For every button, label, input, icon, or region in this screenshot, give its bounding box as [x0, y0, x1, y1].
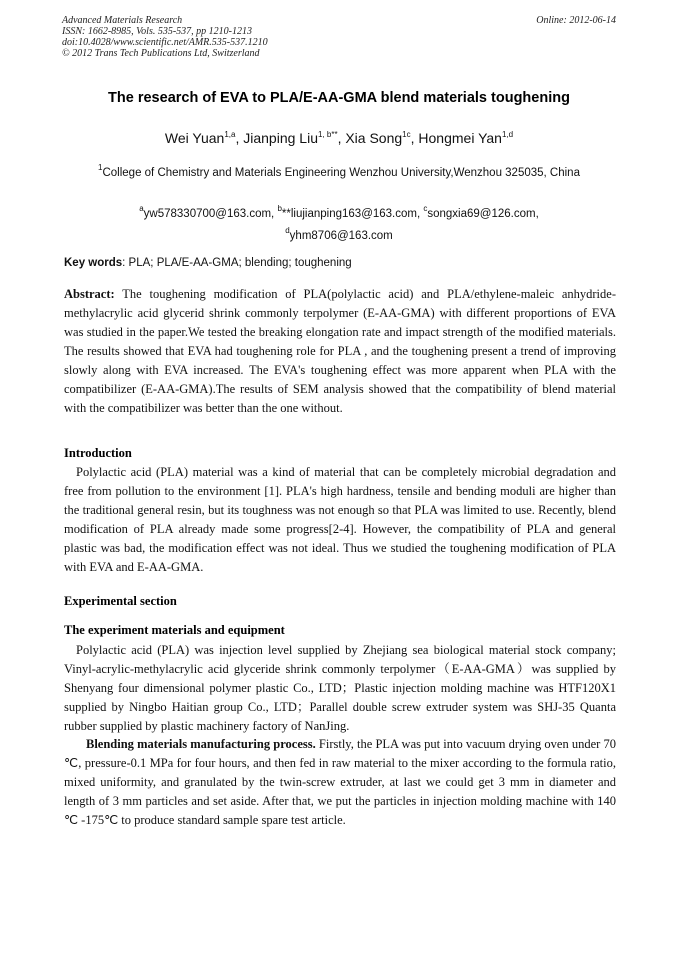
process-text: Firstly, the PLA was put into vacuum drying oven under 70 ℃, pressure-0.1 MPa for four hours, and then fed in raw material to the mixer according to the formula ratio, mixed uniformity, and granulated by the twin-screw extruder, at last we could get 3 mm in diameter and length of 3 mm particles and set aside. After that, we put the particles in injection molding machine with 140 ℃ -175℃ to produce standard sample spare test article. [64, 737, 616, 827]
author-superscript: 1,d [501, 130, 514, 139]
materials-subheading: The experiment materials and equipment [64, 623, 285, 637]
keywords [64, 257, 616, 269]
affiliation-text: College of Chemistry and Materials Engineering Wenzhou University,Wenzhou 325035, China [102, 167, 580, 179]
process-label: Blending materials manufacturing process. [86, 737, 316, 751]
author-name: Hongmei Yan [418, 130, 502, 146]
online-date: Online: 2012-06-14 [536, 15, 616, 26]
author-superscript: 1,a [224, 130, 236, 139]
introduction-heading: Introduction [64, 446, 132, 460]
email-superscript: c [423, 204, 428, 213]
email-a: yw578330700@163.com, [143, 208, 278, 220]
abstract-text: The toughening modification of PLA(polylactic acid) and PLA/ethylene-maleic anhydride-methylacrylic acid glycerid shrink commonly terpolymer (E-AA-GMA) with different proportions of EVA was studied in the paper.We tested the breaking elongation rate and impact strength of the modified materials. The results showed that EVA had toughening role for PLA , and the toughening present a trend of improving slowly along with EVA increased. The EVA's toughening effect was more apparent when PLA with the compatibilizer (E-AA-GMA).The results of SEM analysis showed that the compatibility of blend material with the compatibilizer was better than the one without. [64, 287, 616, 415]
author-superscript: 1, b** [317, 130, 338, 139]
author-superscript: 1c [402, 130, 411, 139]
author-name: Jianping Liu [243, 130, 318, 146]
email-list [0, 203, 678, 247]
email-d: yhm8706@163.com [289, 230, 393, 242]
keywords-label: Key words [64, 257, 123, 269]
email-c: songxia69@126.com, [427, 208, 539, 220]
email-b: **liujianping163@163.com, [281, 208, 424, 220]
email-superscript: b [277, 204, 282, 213]
email-superscript: a [139, 204, 144, 213]
keywords-text: : PLA; PLA/E-AA-GMA; blending; toughening [122, 257, 352, 269]
author-list: Wei Yuan$^{1,a}$, Jianping Liu$^{1, b**}$, Xia Song$^{1c}$, Hongmei Yan$^{1,d}$ [164, 130, 514, 146]
abstract [64, 285, 616, 418]
introduction-paragraph: Polylactic acid (PLA) material was a kind of material that can be completely microbial degradation and free from pollution to the environment [1]. PLA's high hardness, tensile and bending moduli are higher than the traditional general resin, but its toughness was not enough so that PLA was limited to use. Recently, blend modification of PLA already made some progress[2-4]. However, the compatibility of PLA and general plastic was bad, the modification effect was not ideal. Thus we studied the toughening modification of PLA with EVA and E-AA-GMA. [64, 465, 616, 574]
affiliation [0, 163, 678, 179]
author-name: Wei Yuan [164, 130, 225, 146]
process-paragraph [64, 735, 616, 830]
issn-line: ISSN: 1662-8985, Vols. 535-537, pp 1210-1213 [62, 26, 252, 37]
author-name: Xia Song [345, 130, 403, 146]
experimental-heading: Experimental section [64, 594, 177, 608]
abstract-label: Abstract: [64, 287, 115, 301]
email-superscript: d [285, 226, 290, 235]
journal-name: Advanced Materials Research [62, 15, 183, 26]
journal-header [62, 15, 622, 59]
materials-paragraph: Polylactic acid (PLA) was injection level supplied by Zhejiang sea biological material stock company; Vinyl-acrylic-methylacrylic acid glyceride shrink commonly terpolymer（E-AA-GMA）was supplied by Shenyang four dimensional polymer plastic Co., LTD；Plastic injection molding machine was HTF120X1 supplied by Ningbo Haitian group Co., LTD；Parallel double screw extruder system was SHJ-35 Quanta rubber supplied by plastic machinery factory of NanJing. [64, 643, 616, 733]
affiliation-superscript: 1 [98, 163, 103, 172]
copyright-line: © 2012 Trans Tech Publications Ltd, Switzerland [62, 48, 260, 59]
paper-title: The research of EVA to PLA/E-AA-GMA blend materials toughening [108, 90, 570, 106]
doi-line: doi:10.4028/www.scientific.net/AMR.535-537.1210 [62, 37, 268, 48]
